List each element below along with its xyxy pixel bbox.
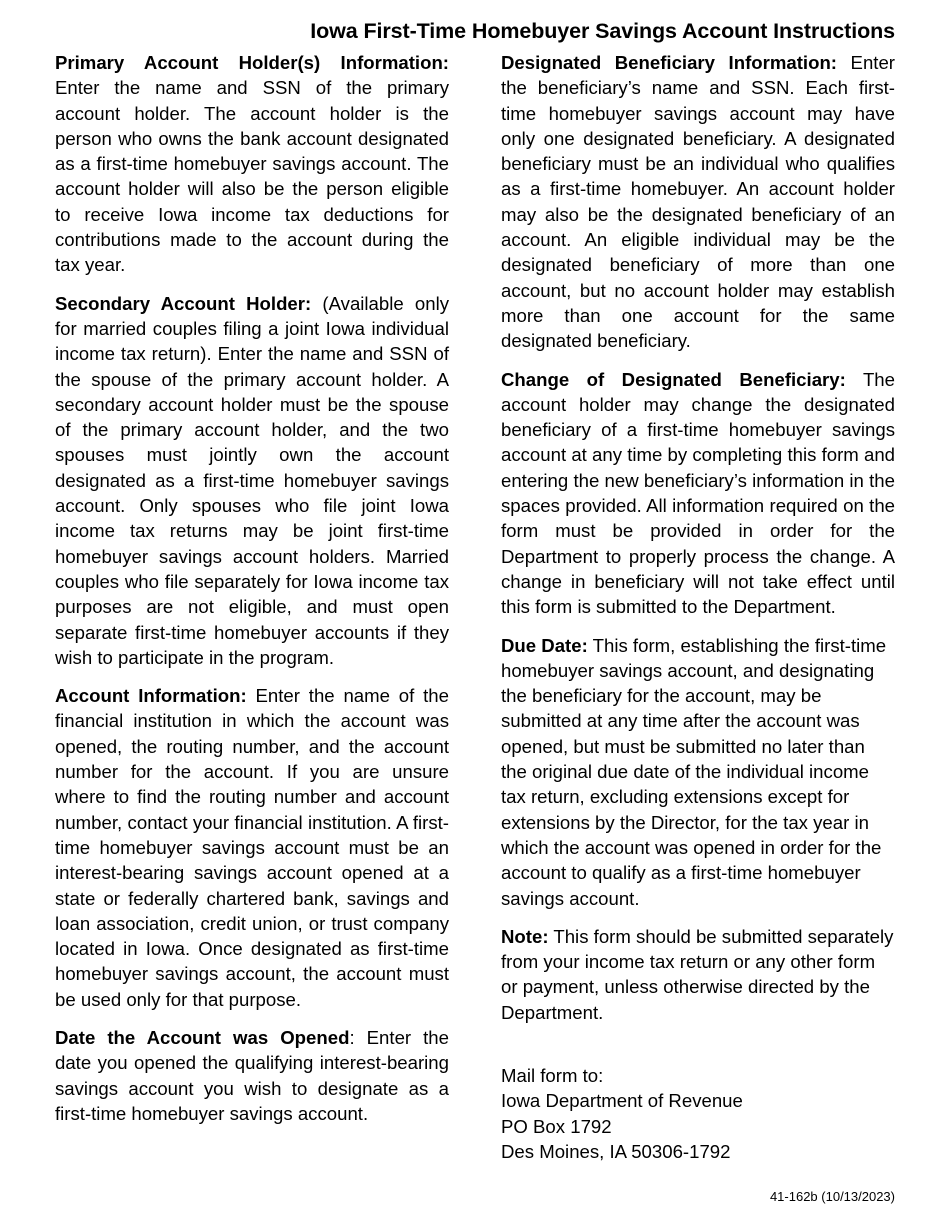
section-heading: Date the Account was Opened	[55, 1026, 350, 1048]
heading-separator	[846, 369, 863, 390]
section-body: Enter the name and SSN of the primary account holder. The account holder is the person who owns the bank account designated as a first-time homebuyer savings account. The account holder will also be the person eligible to receive Iowa income tax deductions for contributions made to the account during the tax year.	[55, 77, 449, 276]
section-primary-account-holder	[55, 50, 449, 278]
section-due-date	[501, 633, 895, 911]
section-account-information	[55, 683, 449, 1012]
section-heading: Designated Beneficiary Information:	[501, 52, 837, 73]
mail-agency-name: Iowa Department of Revenue	[501, 1090, 743, 1112]
heading-separator	[247, 685, 256, 706]
section-change-of-designated-beneficiary	[501, 367, 895, 620]
section-secondary-account-holder	[55, 291, 449, 670]
form-number-footer: 41-162b (10/13/2023)	[769, 1189, 895, 1204]
section-heading: Account Information:	[55, 685, 247, 707]
section-body: The account holder may change the designated beneficiary of a first-time homebuyer savings account at any time by completing this form and entering the new beneficiary’s information in the spaces provided. All information required on the form must be provided in order for the Department to properly process the change. A change in beneficiary will not take effect until this form is submitted to the Department.	[501, 368, 895, 618]
left-column	[55, 50, 449, 1126]
section-body: (Available only for married couples filing a joint Iowa individual income tax return). Enter the name and SSN of the spouse of the primary account holder. A secondary account holder must be the spouse of the primary account holder, and the two spouses must jointly own the account designated as a first-time homebuyer savings account. Only spouses who file joint Iowa income tax returns may be joint first-time homebuyer savings account holders. Married couples who file separately for Iowa income tax purposes are not eligible, and must open separate first-time homebuyer accounts if they wish to participate in the program.	[55, 292, 449, 668]
section-heading: Primary Account Holder(s) Information:	[55, 52, 449, 73]
heading-separator	[837, 52, 851, 73]
mail-city-state-zip: Des Moines, IA 50306-1792	[501, 1140, 731, 1162]
right-column	[501, 50, 895, 1164]
section-designated-beneficiary-information	[501, 50, 895, 354]
section-heading: Note:	[501, 925, 549, 947]
heading-separator	[311, 293, 322, 314]
section-heading: Change of Designated Beneficiary:	[501, 368, 846, 390]
page-title: Iowa First-Time Homebuyer Savings Account Instructions	[310, 19, 895, 43]
heading-separator: :	[349, 1026, 367, 1048]
blank-line-spacer	[501, 1038, 895, 1063]
section-body: Enter the date you opened the qualifying interest-bearing savings account you wish to designate as a first-time homebuyer savings account.	[55, 1026, 449, 1124]
mail-po-box: PO Box 1792	[501, 1115, 612, 1137]
section-note	[501, 924, 895, 1025]
section-date-account-opened	[55, 1025, 449, 1126]
mailing-address-block	[501, 1063, 895, 1164]
section-body: This form should be submitted separately from your income tax return or any other form or payment, unless otherwise directed by the Department.	[501, 925, 894, 1023]
mail-form-to-label: Mail form to:	[501, 1064, 604, 1086]
section-heading: Secondary Account Holder:	[55, 292, 312, 314]
section-body: This form, establishing the first-time homebuyer savings account, and designating the beneficiary for the account, may be submitted at any time after the account was opened, but must be submitted no later than the original due date of the individual income tax return, excluding extensions except for extensions by the Director, for the tax year in which the account was opened in order for the account to qualify as a first-time homebuyer savings account.	[501, 634, 887, 909]
section-body: Enter the name of the financial institution in which the account was opened, the routing number, and the account number for the account. If you are unsure where to find the routing number and account number, contact your financial institution. A first-time homebuyer savings account must be an interest-bearing savings account opened at a state or federally chartered bank, savings and loan association, credit union, or trust company located in Iowa. Once designated as first-time homebuyer savings account, the account must be used only for that purpose.	[55, 685, 449, 1010]
section-body: Enter the beneficiary’s name and SSN. Each first-time homebuyer savings account may have only one designated beneficiary. A designated beneficiary must be an individual who qualifies as a first-time homebuyer. An account holder may also be the designated beneficiary of an account. An eligible individual may be the designated beneficiary of more than one account, but no account holder may establish more than one account for the same designated beneficiary.	[501, 52, 895, 352]
section-heading: Due Date:	[501, 634, 588, 656]
